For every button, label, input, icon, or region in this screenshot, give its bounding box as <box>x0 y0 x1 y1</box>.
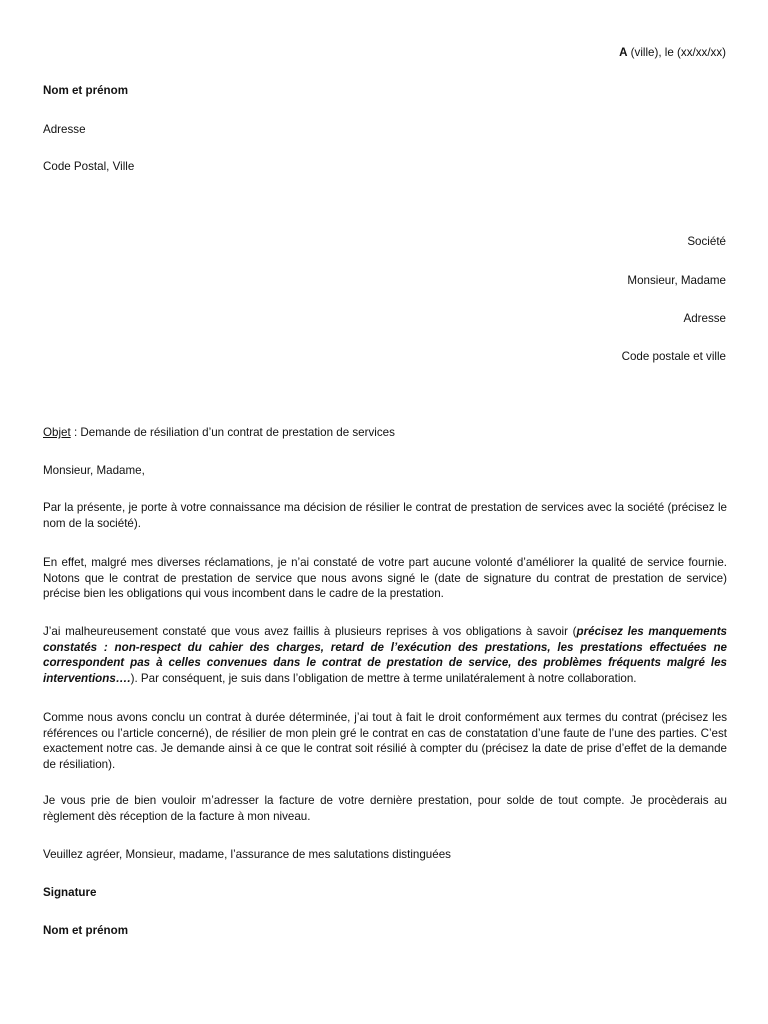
paragraph-4: Comme nous avons conclu un contrat à durée déterminée, j’ai tout à fait le droit conformément aux termes du contrat (précisez les références ou l’article concerné), de résilier de mon plein gré le contrat en cas de constatation d’une faute de l’une des parties. C’est exactement notre cas. Je demande ainsi à ce que le contrat soit résilié à compter du (précisez la date de prise d’effet de la demande de résiliation). <box>43 711 727 771</box>
signature-name: Nom et prénom <box>43 924 129 937</box>
sender-name: Nom et prénom <box>43 84 129 97</box>
place-date <box>619 45 726 60</box>
sender-address: Adresse <box>43 123 86 136</box>
paragraph-1: Par la présente, je porte à votre connaissance ma décision de résilier le contrat de prestation de services avec la société (précisez le nom de la société). <box>43 501 727 530</box>
subject-line <box>43 425 395 440</box>
recipient-salutation: Monsieur, Madame <box>627 274 726 287</box>
signature-label: Signature <box>43 886 97 899</box>
subject-label: Objet <box>43 426 71 439</box>
greeting: Monsieur, Madame, <box>43 464 145 477</box>
recipient-address: Adresse <box>683 312 726 325</box>
recipient-company: Société <box>687 235 726 248</box>
sender-postal-city: Code Postal, Ville <box>43 160 135 173</box>
paragraph-3-end: ). Par conséquent, je suis dans l’obligation de mettre à terme unilatéralement à notre collaboration. <box>130 671 637 685</box>
place-date-rest: (ville), le (xx/xx/xx) <box>627 46 726 59</box>
place-date-a: A <box>619 46 628 59</box>
paragraph-5: Je vous prie de bien vouloir m’adresser la facture de votre dernière prestation, pour solde de tout compte. Je procèderais au règlement dès réception de la facture à mon niveau. <box>43 794 727 823</box>
paragraph-2: En effet, malgré mes diverses réclamations, je n’ai constaté de votre part aucune volonté d’améliorer la qualité de service fournie. Notons que le contrat de prestation de service que nous avons signé le (date de signature du contrat de prestation de service) précise bien les obligations qui vous incombent dans le cadre de la prestation. <box>43 556 727 601</box>
paragraph-3 <box>43 624 727 686</box>
paragraph-3-start: J’ai malheureusement constaté que vous avez faillis à plusieurs reprises à vos obligations à savoir ( <box>43 625 577 638</box>
paragraph-3-emphasis: précisez les manquements constatés : non-respect du cahier des charges, retard de l’exécution des prestations, les prestations effectuées ne correspondent pas à celles convenues dans le contrat de prestation de service, des problèmes fréquents malgré les interventions…. <box>43 625 728 685</box>
closing-formula: Veuillez agréer, Monsieur, madame, l’assurance de mes salutations distinguées <box>43 848 451 861</box>
subject-text: : Demande de résiliation d’un contrat de prestation de services <box>70 426 395 439</box>
recipient-postal-city: Code postale et ville <box>621 350 726 363</box>
